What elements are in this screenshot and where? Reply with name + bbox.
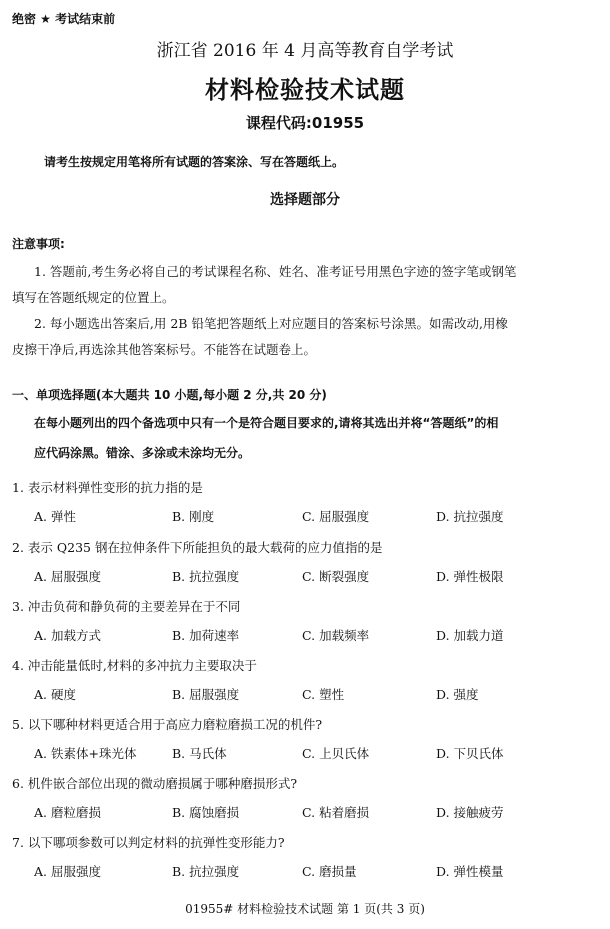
secrecy-label: 绝密 ★ 考试结束前 (12, 12, 116, 26)
answer-instruction: 请考生按规定用笔将所有试题的答案涂、写在答题纸上。 (44, 155, 345, 169)
section-instruction-line-2: 应代码涂黑。错涂、多涂或未涂均无分。 (34, 446, 251, 460)
course-code: 课程代码:01955 (245, 114, 365, 132)
option-d: D. 强度 (436, 687, 479, 702)
notice-item-1-line-2: 填写在答题纸规定的位置上。 (12, 290, 175, 305)
subject-title: 材料检验技术试题 (205, 76, 405, 104)
option-d: D. 加载力道 (436, 628, 504, 643)
option-a: A. 磨粒磨损 (34, 805, 101, 820)
option-d: D. 下贝氏体 (436, 746, 504, 761)
option-a: A. 铁素体+珠光体 (34, 746, 137, 761)
question-stem: 7. 以下哪项参数可以判定材料的抗弹性变形能力? (12, 835, 285, 850)
option-c: C. 粘着磨损 (302, 805, 370, 820)
option-a: A. 加载方式 (34, 628, 101, 643)
option-b: B. 刚度 (172, 509, 215, 524)
notice-item-1-line-1: 1. 答题前,考生务必将自己的考试课程名称、姓名、准考证号用黑色字迹的签字笔或钢笔 (34, 264, 517, 279)
question-stem: 1. 表示材料弹性变形的抗力指的是 (12, 480, 203, 495)
question-stem: 3. 冲击负荷和静负荷的主要差异在于不同 (12, 599, 241, 614)
option-a: A. 屈服强度 (34, 864, 101, 879)
option-d: D. 接触疲劳 (436, 805, 504, 820)
option-b: B. 抗拉强度 (172, 864, 240, 879)
option-c: C. 塑性 (302, 687, 345, 702)
page-footer: 01955# 材料检验技术试题 第 1 页(共 3 页) (185, 902, 425, 916)
exam-title: 浙江省 2016 年 4 月高等教育自学考试 (156, 41, 454, 61)
notice-item-2-line-2: 皮擦干净后,再选涂其他答案标号。不能答在试题卷上。 (12, 342, 316, 357)
option-d: D. 弹性极限 (436, 569, 504, 584)
option-b: B. 屈服强度 (172, 687, 240, 702)
question-stem: 2. 表示 Q235 钢在拉伸条件下所能担负的最大载荷的应力值指的是 (12, 540, 383, 555)
option-c: C. 上贝氏体 (302, 746, 370, 761)
option-c: C. 磨损量 (302, 864, 357, 879)
question-stem: 4. 冲击能量低时,材料的多冲抗力主要取决于 (12, 658, 257, 673)
section-title: 一、单项选择题(本大题共 10 小题,每小题 2 分,共 20 分) (12, 388, 327, 402)
part-title: 选择题部分 (270, 192, 340, 208)
option-d: D. 抗拉强度 (436, 509, 504, 524)
option-d: D. 弹性模量 (436, 864, 504, 879)
option-a: A. 硬度 (34, 687, 76, 702)
option-c: C. 加载频率 (302, 628, 370, 643)
option-b: B. 马氏体 (172, 746, 227, 761)
question-stem: 6. 机件嵌合部位出现的微动磨损属于哪种磨损形式? (12, 776, 298, 791)
question-stem: 5. 以下哪种材料更适合用于高应力磨粒磨损工况的机件? (12, 717, 323, 732)
notice-title: 注意事项: (12, 237, 65, 251)
option-b: B. 腐蚀磨损 (172, 805, 240, 820)
notice-item-2-line-1: 2. 每小题选出答案后,用 2B 铅笔把答题纸上对应题目的答案标号涂黑。如需改动,用橡 (34, 316, 508, 331)
option-c: C. 屈服强度 (302, 509, 370, 524)
option-a: A. 屈服强度 (34, 569, 101, 584)
section-instruction-line-1: 在每小题列出的四个备选项中只有一个是符合题目要求的,请将其选出并将“答题纸”的相 (34, 416, 499, 430)
option-b: B. 抗拉强度 (172, 569, 240, 584)
option-a: A. 弹性 (34, 509, 76, 524)
option-c: C. 断裂强度 (302, 569, 370, 584)
option-b: B. 加荷速率 (172, 628, 240, 643)
